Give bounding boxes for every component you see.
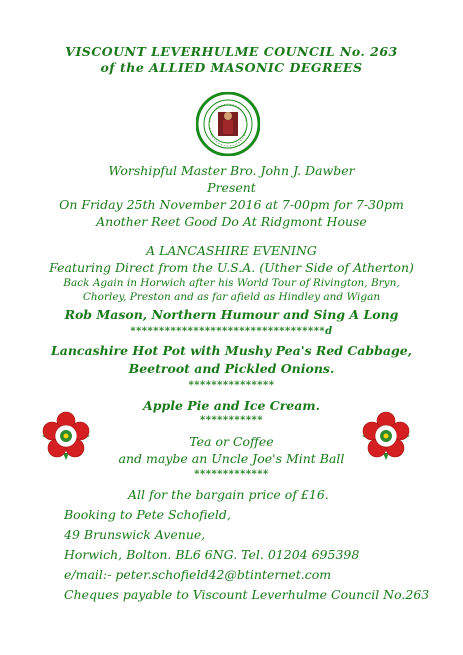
event-tagline: Another Reet Good Do At Ridgmont House bbox=[96, 214, 367, 229]
menu-drink: Tea or Coffee bbox=[189, 434, 274, 449]
featuring-text: Featuring Direct from the U.S.A. (Uther Side of Atherton) bbox=[49, 260, 414, 275]
tour-line-1: Back Again in Horwich after his World Tour of Rivington, Bryn, bbox=[63, 277, 400, 289]
menu-main-line-1: Lancashire Hot Pot with Mushy Pea's Red Cabbage, bbox=[50, 343, 413, 358]
event-date: On Friday 25th November 2016 at 7-00pm for 7-30pm bbox=[59, 197, 404, 212]
present-text: Present bbox=[207, 180, 256, 195]
lancashire-rose-icon bbox=[360, 410, 412, 462]
menu-dessert: Apple Pie and Ice Cream. bbox=[143, 398, 320, 413]
divider-stars: *********** bbox=[199, 415, 264, 426]
booking-contact: Booking to Pete Schofield, bbox=[64, 507, 231, 522]
council-title: VISCOUNT LEVERHULME COUNCIL No. 263 bbox=[65, 44, 398, 59]
lancashire-rose-icon bbox=[40, 410, 92, 462]
divider-stars: ************* bbox=[194, 469, 269, 480]
event-title: A LANCASHIRE EVENING bbox=[146, 243, 317, 258]
tour-line-2: Chorley, Preston and as far afield as Hindley and Wigan bbox=[82, 291, 381, 303]
booking-town: Horwich, Bolton. BL6 6NG. Tel. 01204 695398 bbox=[64, 547, 360, 562]
performer-act: Rob Mason, Northern Humour and Sing A Long bbox=[64, 307, 399, 322]
menu-extra: and maybe an Uncle Joe's Mint Ball bbox=[118, 451, 345, 466]
council-subtitle: of the ALLIED MASONIC DEGREES bbox=[100, 60, 363, 75]
cheques-payable: Cheques payable to Viscount Leverhulme Council No.263 bbox=[64, 587, 430, 602]
council-seal-icon bbox=[196, 92, 260, 156]
booking-address: 49 Brunswick Avenue, bbox=[64, 527, 206, 542]
menu-main-line-2: Beetroot and Pickled Onions. bbox=[128, 361, 335, 376]
divider-stars: **********************************d bbox=[130, 326, 333, 337]
price-line: All for the bargain price of £16. bbox=[128, 487, 329, 502]
divider-stars: *************** bbox=[188, 380, 275, 391]
booking-email[interactable]: e/mail:- peter.schofield42@btinternet.com bbox=[64, 567, 332, 582]
worshipful-master: Worshipful Master Bro. John J. Dawber bbox=[108, 163, 355, 178]
